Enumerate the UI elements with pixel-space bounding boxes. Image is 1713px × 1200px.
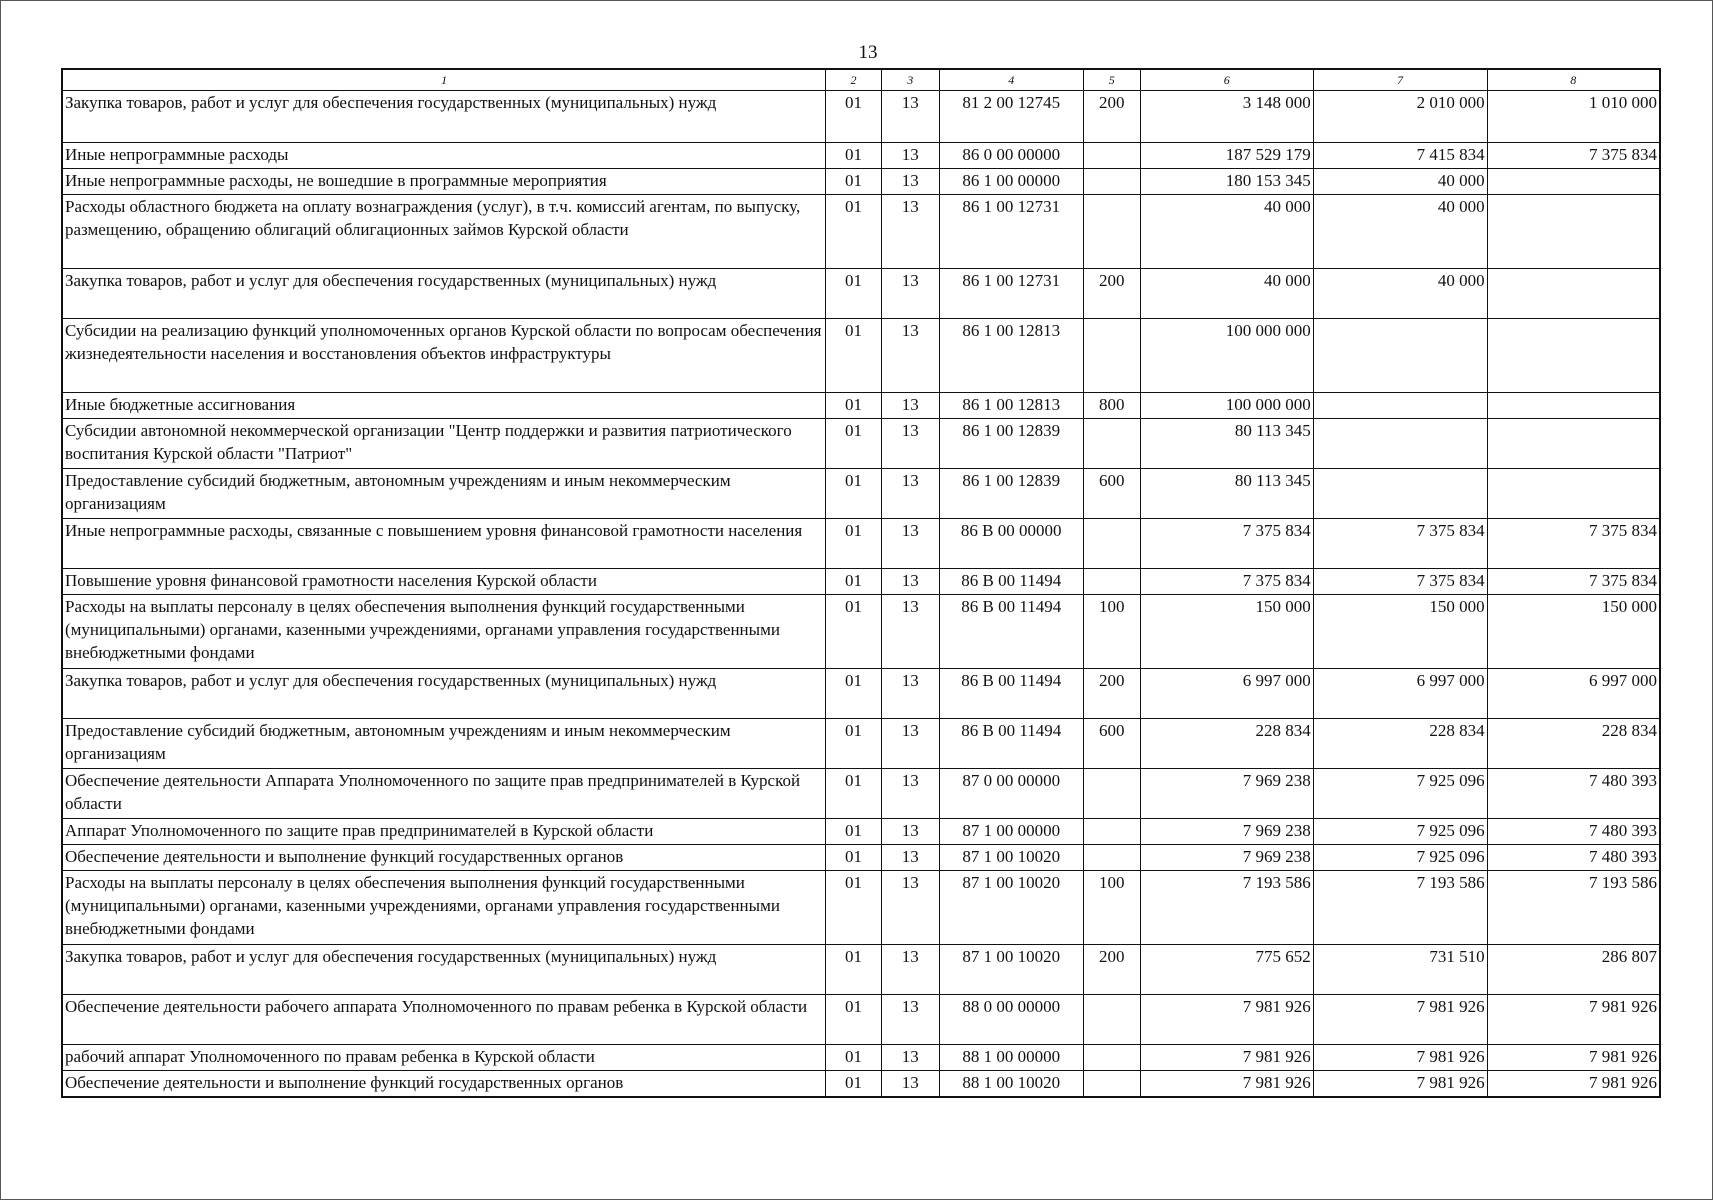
row-subsection: 13 [881,871,939,945]
row-amount-7: 6 997 000 [1313,669,1487,719]
row-expense-type [1083,995,1140,1045]
row-subsection: 13 [881,319,939,393]
row-description: Иные непрограммные расходы, связанные с повышением уровня финансовой грамотности населения [62,519,826,569]
row-amount-6: 7 193 586 [1140,871,1313,945]
row-section: 01 [826,469,881,519]
row-subsection: 13 [881,669,939,719]
table-row [62,719,1660,769]
row-description: Иные непрограммные расходы, не вошедшие в программные мероприятия [62,169,826,195]
row-amount-7: 40 000 [1313,195,1487,269]
row-subsection: 13 [881,845,939,871]
row-target-article: 87 1 00 10020 [939,871,1083,945]
row-section: 01 [826,269,881,319]
row-section: 01 [826,769,881,819]
table-row [62,469,1660,519]
row-amount-7: 228 834 [1313,719,1487,769]
row-section: 01 [826,871,881,945]
row-description: Закупка товаров, работ и услуг для обеспечения государственных (муниципальных) нужд [62,945,826,995]
row-subsection: 13 [881,945,939,995]
row-description: Обеспечение деятельности рабочего аппарата Уполномоченного по правам ребенка в Курской области [62,995,826,1045]
row-description: Закупка товаров, работ и услуг для обеспечения государственных (муниципальных) нужд [62,269,826,319]
row-amount-7 [1313,419,1487,469]
table-row [62,995,1660,1045]
row-amount-8: 7 480 393 [1487,819,1660,845]
row-description: Расходы на выплаты персоналу в целях обеспечения выполнения функций государственными (муниципальными) органами, казенными учреждениями, органами управления государственными внебюджетными фондами [62,595,826,669]
row-description: Субсидии на реализацию функций уполномоченных органов Курской области по вопросам обеспечения жизнедеятельности населения и восстановления объектов инфраструктуры [62,319,826,393]
row-target-article: 86 1 00 12839 [939,469,1083,519]
row-target-article: 86 1 00 00000 [939,169,1083,195]
row-amount-8: 7 480 393 [1487,845,1660,871]
row-amount-8: 7 981 926 [1487,1071,1660,1098]
row-amount-6: 187 529 179 [1140,143,1313,169]
row-section: 01 [826,1045,881,1071]
row-description: Расходы на выплаты персоналу в целях обеспечения выполнения функций государственными (муниципальными) органами, казенными учреждениями, органами управления государственными внебюджетными фондами [62,871,826,945]
row-target-article: 88 0 00 00000 [939,995,1083,1045]
row-amount-7: 2 010 000 [1313,91,1487,143]
row-amount-8: 7 193 586 [1487,871,1660,945]
header-col-1: 1 [62,69,826,91]
header-col-5: 5 [1083,69,1140,91]
table-row [62,871,1660,945]
table-row [62,845,1660,871]
row-amount-6: 150 000 [1140,595,1313,669]
row-amount-6: 3 148 000 [1140,91,1313,143]
row-expense-type: 100 [1083,871,1140,945]
row-description: Иные непрограммные расходы [62,143,826,169]
row-expense-type: 200 [1083,945,1140,995]
row-amount-8: 7 375 834 [1487,143,1660,169]
table-row [62,91,1660,143]
row-amount-7: 7 925 096 [1313,819,1487,845]
row-amount-7: 7 925 096 [1313,845,1487,871]
row-subsection: 13 [881,195,939,269]
row-amount-8 [1487,393,1660,419]
row-expense-type [1083,519,1140,569]
row-target-article: 87 1 00 10020 [939,945,1083,995]
table-row [62,669,1660,719]
row-description: Расходы областного бюджета на оплату вознаграждения (услуг), в т.ч. комиссий агентам, по выпуску, размещению, обращению облигаций облигационных займов Курской области [62,195,826,269]
row-description: Субсидии автономной некоммерческой организации "Центр поддержки и развития патриотического воспитания Курской области "Патриот" [62,419,826,469]
row-amount-7: 7 415 834 [1313,143,1487,169]
table-row [62,169,1660,195]
row-target-article: 86 0 00 00000 [939,143,1083,169]
row-expense-type: 200 [1083,669,1140,719]
table-row [62,143,1660,169]
row-subsection: 13 [881,91,939,143]
row-amount-6: 100 000 000 [1140,393,1313,419]
row-description: Иные бюджетные ассигнования [62,393,826,419]
row-section: 01 [826,419,881,469]
row-amount-6: 80 113 345 [1140,469,1313,519]
row-target-article: 88 1 00 10020 [939,1071,1083,1098]
row-target-article: 86 1 00 12813 [939,393,1083,419]
row-section: 01 [826,595,881,669]
row-section: 01 [826,195,881,269]
row-amount-7: 7 981 926 [1313,1045,1487,1071]
row-section: 01 [826,91,881,143]
row-subsection: 13 [881,419,939,469]
row-subsection: 13 [881,519,939,569]
row-amount-7: 7 375 834 [1313,569,1487,595]
row-amount-7 [1313,469,1487,519]
row-amount-7: 150 000 [1313,595,1487,669]
row-expense-type [1083,769,1140,819]
row-section: 01 [826,945,881,995]
row-expense-type: 100 [1083,595,1140,669]
row-expense-type [1083,1071,1140,1098]
row-description: Обеспечение деятельности и выполнение функций государственных органов [62,845,826,871]
row-description: Аппарат Уполномоченного по защите прав предпринимателей в Курской области [62,819,826,845]
row-section: 01 [826,669,881,719]
row-subsection: 13 [881,995,939,1045]
row-expense-type [1083,819,1140,845]
row-expense-type: 200 [1083,269,1140,319]
row-description: Обеспечение деятельности и выполнение функций государственных органов [62,1071,826,1098]
row-expense-type [1083,319,1140,393]
row-section: 01 [826,169,881,195]
row-subsection: 13 [881,269,939,319]
row-subsection: 13 [881,143,939,169]
row-target-article: 86 В 00 11494 [939,569,1083,595]
row-amount-7: 7 925 096 [1313,769,1487,819]
row-amount-7: 7 981 926 [1313,1071,1487,1098]
row-expense-type [1083,845,1140,871]
row-description: Повышение уровня финансовой грамотности населения Курской области [62,569,826,595]
row-subsection: 13 [881,719,939,769]
row-amount-7: 7 193 586 [1313,871,1487,945]
table-row [62,269,1660,319]
row-subsection: 13 [881,169,939,195]
table-row [62,519,1660,569]
row-expense-type [1083,195,1140,269]
row-subsection: 13 [881,569,939,595]
row-amount-8: 1 010 000 [1487,91,1660,143]
row-expense-type: 800 [1083,393,1140,419]
row-target-article: 87 1 00 10020 [939,845,1083,871]
row-amount-8 [1487,469,1660,519]
table-row [62,569,1660,595]
row-target-article: 86 В 00 00000 [939,519,1083,569]
row-amount-6: 7 969 238 [1140,845,1313,871]
budget-table [61,68,1661,1098]
table-row [62,819,1660,845]
row-amount-7: 40 000 [1313,169,1487,195]
row-amount-8 [1487,419,1660,469]
row-amount-8: 150 000 [1487,595,1660,669]
row-subsection: 13 [881,819,939,845]
row-amount-8: 7 981 926 [1487,995,1660,1045]
row-section: 01 [826,819,881,845]
row-amount-6: 775 652 [1140,945,1313,995]
row-target-article: 86 В 00 11494 [939,669,1083,719]
row-expense-type: 600 [1083,469,1140,519]
row-amount-8: 7 375 834 [1487,519,1660,569]
row-target-article: 86 В 00 11494 [939,595,1083,669]
row-section: 01 [826,845,881,871]
row-expense-type [1083,169,1140,195]
row-target-article: 86 1 00 12731 [939,195,1083,269]
row-section: 01 [826,519,881,569]
row-expense-type [1083,1045,1140,1071]
row-target-article: 87 1 00 00000 [939,819,1083,845]
row-amount-6: 100 000 000 [1140,319,1313,393]
row-amount-6: 40 000 [1140,195,1313,269]
row-expense-type: 200 [1083,91,1140,143]
row-section: 01 [826,319,881,393]
row-target-article: 86 1 00 12839 [939,419,1083,469]
row-amount-6: 80 113 345 [1140,419,1313,469]
row-amount-8: 286 807 [1487,945,1660,995]
header-col-3: 3 [881,69,939,91]
table-row [62,595,1660,669]
row-amount-6: 7 981 926 [1140,1071,1313,1098]
table-row [62,945,1660,995]
row-description: Обеспечение деятельности Аппарата Уполномоченного по защите прав предпринимателей в Курской области [62,769,826,819]
row-amount-6: 7 375 834 [1140,569,1313,595]
row-amount-8 [1487,195,1660,269]
row-amount-8: 7 480 393 [1487,769,1660,819]
row-section: 01 [826,569,881,595]
row-amount-6: 6 997 000 [1140,669,1313,719]
row-target-article: 81 2 00 12745 [939,91,1083,143]
row-expense-type [1083,419,1140,469]
table-row [62,419,1660,469]
table-row [62,195,1660,269]
row-amount-6: 40 000 [1140,269,1313,319]
row-amount-7: 7 375 834 [1313,519,1487,569]
row-description: Закупка товаров, работ и услуг для обеспечения государственных (муниципальных) нужд [62,91,826,143]
header-row [62,69,1660,91]
table-row [62,1045,1660,1071]
row-amount-7 [1313,319,1487,393]
header-col-8: 8 [1487,69,1660,91]
row-section: 01 [826,995,881,1045]
row-amount-6: 228 834 [1140,719,1313,769]
row-section: 01 [826,1071,881,1098]
table-row [62,319,1660,393]
row-target-article: 88 1 00 00000 [939,1045,1083,1071]
row-description: Закупка товаров, работ и услуг для обеспечения государственных (муниципальных) нужд [62,669,826,719]
row-amount-6: 180 153 345 [1140,169,1313,195]
row-amount-6: 7 981 926 [1140,1045,1313,1071]
row-amount-8: 6 997 000 [1487,669,1660,719]
row-subsection: 13 [881,469,939,519]
row-amount-8 [1487,169,1660,195]
table-header [62,69,1660,91]
table-row [62,769,1660,819]
row-amount-6: 7 981 926 [1140,995,1313,1045]
row-amount-7: 40 000 [1313,269,1487,319]
row-amount-8 [1487,269,1660,319]
row-description: Предоставление субсидий бюджетным, автономным учреждениям и иным некоммерческим организациям [62,469,826,519]
row-amount-7 [1313,393,1487,419]
table-body [62,91,1660,1098]
row-target-article: 86 В 00 11494 [939,719,1083,769]
row-description: Предоставление субсидий бюджетным, автономным учреждениям и иным некоммерческим организациям [62,719,826,769]
header-col-7: 7 [1313,69,1487,91]
row-subsection: 13 [881,595,939,669]
row-amount-8: 7 981 926 [1487,1045,1660,1071]
row-amount-7: 731 510 [1313,945,1487,995]
row-amount-8 [1487,319,1660,393]
row-amount-6: 7 969 238 [1140,819,1313,845]
row-amount-6: 7 375 834 [1140,519,1313,569]
row-target-article: 86 1 00 12813 [939,319,1083,393]
row-subsection: 13 [881,393,939,419]
row-subsection: 13 [881,1071,939,1098]
header-col-2: 2 [826,69,881,91]
row-subsection: 13 [881,1045,939,1071]
row-expense-type [1083,143,1140,169]
page-number: 13 [858,42,878,63]
table-row [62,1071,1660,1098]
table-row [62,393,1660,419]
row-amount-7: 7 981 926 [1313,995,1487,1045]
row-subsection: 13 [881,769,939,819]
row-section: 01 [826,393,881,419]
row-target-article: 87 0 00 00000 [939,769,1083,819]
row-amount-8: 228 834 [1487,719,1660,769]
header-col-4: 4 [939,69,1083,91]
row-target-article: 86 1 00 12731 [939,269,1083,319]
row-expense-type [1083,569,1140,595]
row-description: рабочий аппарат Уполномоченного по правам ребенка в Курской области [62,1045,826,1071]
row-expense-type: 600 [1083,719,1140,769]
row-section: 01 [826,719,881,769]
row-amount-6: 7 969 238 [1140,769,1313,819]
row-amount-8: 7 375 834 [1487,569,1660,595]
header-col-6: 6 [1140,69,1313,91]
row-section: 01 [826,143,881,169]
